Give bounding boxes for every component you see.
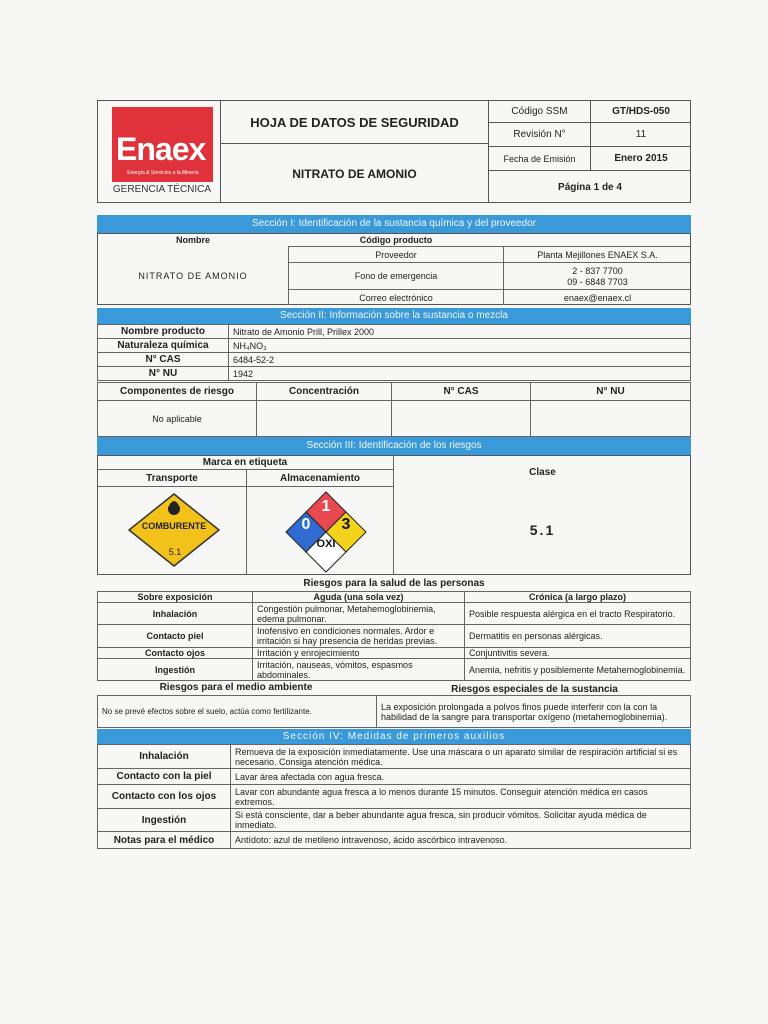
nfpa-health: 0 (301, 516, 311, 533)
marca-divider-2 (97, 486, 393, 487)
substance-title: NITRATO DE AMONIO (292, 166, 417, 181)
health-row (98, 648, 691, 659)
date-value: Enero 2015 (614, 153, 668, 164)
proveedor-label: Proveedor (375, 249, 417, 260)
ambiente-label: Riesgos para el medio ambiente (159, 682, 313, 693)
product-row-value: Nitrato de Amonio Prill, Prillex 2000 (229, 325, 691, 339)
section-1-title: Sección I: Identificación de la sustancia química y del proveedor (97, 215, 691, 233)
section-2-title: Sección II: Información sobre la sustancia o mezcla (97, 308, 691, 324)
nu-cell (531, 401, 691, 437)
product-row (98, 325, 691, 339)
components-table (97, 382, 691, 437)
product-row (98, 339, 691, 353)
product-row-label: Nombre producto (98, 325, 229, 339)
oxidizer-placard (127, 492, 221, 568)
first-aid-row (98, 745, 691, 769)
clase-label: Clase (529, 466, 556, 478)
product-row-value: 1942 (229, 367, 691, 381)
first-aid-table (97, 744, 691, 849)
nu-header: N° NU (531, 383, 691, 401)
health-row (98, 625, 691, 648)
environment-table (97, 695, 691, 728)
health-row-acute: Inofensivo en condiciones normales. Ardor e irritación si hay presencia de heridas previas. (253, 625, 465, 648)
health-row-chronic: Dermatitis en personas alérgicas. (465, 625, 691, 648)
health-row-chronic: Posible respuesta alérgica en el tracto Respiratorio. (465, 603, 691, 625)
first-aid-label: Contacto con la piel (98, 769, 231, 785)
cas-header: N° CAS (392, 383, 531, 401)
nombre-value: NITRATO DE AMONIO (138, 271, 248, 281)
code-label: Código SSM (511, 106, 568, 117)
health-row (98, 659, 691, 681)
proveedor-value: Planta Mejillones ENAEX S.A. (537, 249, 658, 260)
health-row-label: Ingestión (98, 659, 253, 681)
page-number: Página 1 de 4 (558, 181, 622, 193)
department-label: GERENCIA TÉCNICA (112, 184, 212, 195)
correo-value: enaex@enaex.cl (563, 292, 632, 303)
concentration-cell (257, 401, 392, 437)
placard-class: 5.1 (168, 547, 182, 557)
nombre-label: Nombre (175, 235, 210, 245)
first-aid-row (98, 832, 691, 849)
logo (112, 107, 213, 182)
health-row (98, 603, 691, 625)
product-row-label: N° NU (98, 367, 229, 381)
health-row-acute: Irritación y enrojecimiento (253, 648, 465, 659)
marca-label: Marca en etiqueta (202, 457, 288, 468)
health-row-chronic: Anemia, nefritis y posiblemente Metahemoglobinemia. (465, 659, 691, 681)
product-row (98, 353, 691, 367)
health-row-label: Inhalación (98, 603, 253, 625)
components-header: Componentes de riesgo (98, 383, 257, 401)
especiales-value: La exposición prolongada a polvos finos puede interferir con la con la habilidad de la sangre para transportar oxígeno (metahemoglobinemia). (377, 696, 691, 728)
health-row-label: Contacto piel (98, 625, 253, 648)
almacenamiento-label: Almacenamiento (279, 472, 361, 484)
product-row-value: NH₄NO₃ (229, 339, 691, 353)
cas-cell (392, 401, 531, 437)
acute-header: Aguda (una sola vez) (253, 592, 465, 603)
placard-text: COMBURENTE (141, 521, 207, 531)
nfpa-diamond (284, 490, 368, 574)
fono-label: Fono de emergencia (354, 271, 438, 281)
especiales-label: Riesgos especiales de la sustancia (451, 683, 618, 695)
first-aid-value: Lavar con abundante agua fresca a lo menos durante 15 minutos. Conseguir atención médica en casos extremos. (231, 785, 691, 809)
revision-label: Revisión N° (513, 129, 566, 140)
section-3-title: Sección III: Identificación de los riesgos (97, 437, 691, 455)
components-value: No aplicable (98, 401, 257, 437)
health-risks-table (97, 591, 691, 681)
first-aid-label: Inhalación (98, 745, 231, 769)
first-aid-label: Contacto con los ojos (98, 785, 231, 809)
product-row-label: N° CAS (98, 353, 229, 367)
first-aid-label: Notas para el médico (98, 832, 231, 849)
section-4-title: Sección IV: Medidas de primeros auxilios (97, 729, 691, 744)
health-row-chronic: Conjuntivitis severa. (465, 648, 691, 659)
product-info-table (97, 324, 691, 381)
product-row-value: 6484-52-2 (229, 353, 691, 367)
nfpa-reactivity: 3 (341, 516, 351, 533)
doc-title: HOJA DE DATOS DE SEGURIDAD (250, 114, 459, 130)
first-aid-value: Antídoto: azul de metileno intravenoso, ácido ascórbico intravenoso. (231, 832, 691, 849)
health-row-acute: Irritación, nauseas, vómitos, espasmos abdominales. (253, 659, 465, 681)
first-aid-label: Ingestión (98, 809, 231, 832)
first-aid-value: Si está consciente, dar a beber abundante agua fresca, sin producir vómitos. Solicitar ayuda médica de inmediato. (231, 809, 691, 832)
first-aid-row (98, 809, 691, 832)
chronic-header: Crónica (a largo plazo) (465, 592, 691, 603)
product-row (98, 367, 691, 381)
transporte-label: Transporte (146, 472, 198, 484)
logo-text: Enaex (116, 131, 206, 167)
correo-label: Correo electrónico (359, 292, 433, 303)
salud-title: Riesgos para la salud de las personas (303, 577, 485, 589)
fono-value-1: 2 - 837 7700 (572, 266, 623, 276)
first-aid-value: Lavar área afectada con agua fresca. (231, 769, 691, 785)
concentration-header: Concentración (257, 383, 392, 401)
clase-value: 5.1 (529, 522, 556, 538)
health-header-row (98, 592, 691, 603)
codigo-label: Código producto (359, 235, 433, 245)
code-value: GT/HDS-050 (612, 106, 670, 117)
first-aid-row (98, 785, 691, 809)
nfpa-fire: 1 (321, 498, 331, 515)
first-aid-value: Remueva de la exposición inmediatamente. Use una máscara o un aparato similar de respiración artificial si es necesario. Consiga atención médica. (231, 745, 691, 769)
revision-value: 11 (635, 129, 647, 140)
ambiente-value: No se prevé efectos sobre el suelo, actúa como fertilizante. (98, 696, 377, 728)
exposure-header: Sobre exposición (98, 592, 253, 603)
environment-row (98, 696, 691, 728)
date-label: Fecha de Emisión (503, 153, 576, 164)
health-row-label: Contacto ojos (98, 648, 253, 659)
product-row-label: Naturaleza química (98, 339, 229, 353)
first-aid-row (98, 769, 691, 785)
components-header-row (98, 383, 691, 401)
health-row-acute: Congestión pulmonar, Metahemoglobinemia, edema pulmonar. (253, 603, 465, 625)
components-row (98, 401, 691, 437)
logo-tagline: Energía & Servicios a la Minería (127, 170, 199, 176)
fono-value-2: 09 - 6848 7703 (567, 277, 628, 287)
nfpa-special: OXI (316, 538, 336, 550)
